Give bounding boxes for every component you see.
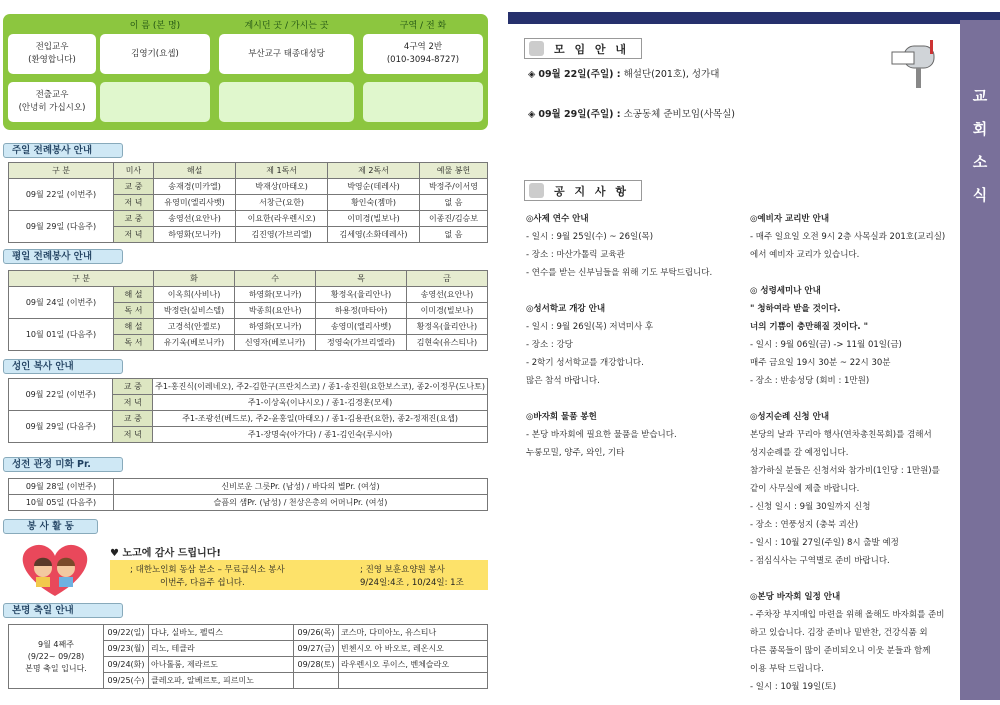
notice-line: - 주차장 부지매입 마련을 위해 올해도 바자회를 준비 — [750, 610, 945, 620]
person-icon — [529, 41, 544, 56]
meeting-header — [524, 38, 642, 59]
cell: 송영선(요안나) — [154, 211, 236, 227]
cell: 박정주/이서영 — [419, 179, 487, 195]
notice-line: - 일시 : 10월 27일(주일) 8시 출발 예정 — [750, 538, 899, 548]
notice-line: - 장소 : 반송성당 (회비 : 1만원) — [750, 376, 870, 386]
notice-line: - 장소 : 마산가톨릭 교육관 — [526, 250, 625, 260]
notice-heading: ◎본당 바자회 일정 안내 — [750, 592, 841, 602]
diamond-icon: ◈ — [528, 109, 539, 120]
notice-line: - 매주 일요일 오전 9시 2층 사목실과 201호(교리실) — [750, 232, 946, 242]
notice-line: - 2학기 성서학교를 개강합니다. — [526, 358, 644, 368]
notice-line: 에서 예비자 교리가 있습니다. — [750, 250, 860, 260]
right-column — [508, 0, 1000, 705]
weekday-table — [8, 270, 488, 351]
notice-line: - 장소 : 강당 — [526, 340, 573, 350]
cell: 황정옥(율리안나) — [316, 287, 407, 303]
notice-line: 누룽모밀, 양주, 와인, 기타 — [526, 448, 625, 458]
service-title: 봉 사 활 동 — [3, 519, 98, 534]
outgoing-place — [219, 82, 354, 122]
notice-line: - 장소 : 연풍성지 (충북 괴산) — [750, 520, 859, 530]
notice-heading: ◎성서학교 개강 안내 — [526, 304, 606, 314]
mass-cell: 저 녁 — [114, 227, 154, 243]
date-cell: 09/27(금) — [294, 641, 339, 657]
date-cell: 09월 24일 (이번주) — [9, 287, 114, 319]
notice-line: - 일시 : 10월 19일(토) — [750, 682, 837, 692]
incoming-place: 부산교구 태종대성당 — [219, 34, 354, 74]
notice-line: - 일시 : 9월 26일(목) 저녁미사 후 — [526, 322, 654, 332]
col-header: 제 2독서 — [328, 163, 420, 179]
notice-heading: ◎바자회 물품 봉헌 — [526, 412, 597, 422]
cell: 이요한(라우렌시오) — [236, 211, 328, 227]
cell: 황인숙(젬마) — [328, 195, 420, 211]
notice-line: 많은 참석 바랍니다. — [526, 376, 600, 386]
adult-table — [8, 378, 488, 443]
table-row — [9, 479, 488, 495]
cell: 주1-홍진식(이레네오), 주2-김한구(프란치스코) / 종1-송진원(요한보스코), 종2-이정무(도나토) — [153, 379, 488, 395]
notice-column-2 — [750, 210, 965, 696]
table-row — [9, 379, 488, 395]
col-header: 구 분 — [9, 271, 154, 287]
mass-cell: 교 중 — [113, 411, 153, 427]
notice-heading: ◎ 성령세미나 안내 — [750, 286, 821, 296]
cell: 김현숙(유스티나) — [406, 335, 487, 351]
col-header: 예물 봉헌 — [419, 163, 487, 179]
saints-cell: 다냐, 실바노, 펠릭스 — [149, 625, 294, 641]
notice-line — [750, 264, 965, 282]
notice-line: 이용 부탁 드립니다. — [750, 664, 824, 674]
incoming-contact: 4구역 2반 (010-3094-8727) — [363, 34, 483, 74]
cell: 하영화(모니카) — [235, 319, 316, 335]
incoming-name: 김영기(요셉) — [100, 34, 210, 74]
cell: 이미경(빌보나) — [328, 211, 420, 227]
date-cell: 09/25(수) — [104, 673, 149, 689]
sunday-table — [8, 162, 488, 243]
date-cell: 10월 05일 (다음주) — [9, 495, 114, 511]
notice-header — [524, 180, 642, 201]
feast-table — [8, 624, 488, 689]
saints-cell: 아나톨룸, 제라르도 — [149, 657, 294, 673]
thanks-text: ♥ 노고에 감사 드립니다! — [110, 548, 221, 559]
meeting-header-text: 모 임 안 내 — [554, 42, 629, 56]
cell: 주1-장명숙(아가다) / 종1-김인숙(루시아) — [153, 427, 488, 443]
notice-line: 다른 품목들이 많이 준비되오니 이웃 분들과 함께 — [750, 646, 931, 656]
date-cell: 09/22(일) — [104, 625, 149, 641]
date-cell: 09/26(목) — [294, 625, 339, 641]
cell: 황정옥(율리안나) — [406, 319, 487, 335]
cell: 이옥희(사비나) — [154, 287, 235, 303]
side-title-char: 교 — [972, 87, 988, 105]
cell: 정영숙(가브리엘라) — [316, 335, 407, 351]
mass-cell: 저 녁 — [114, 195, 154, 211]
table-row — [9, 319, 488, 335]
col-header: 금 — [406, 271, 487, 287]
table-row — [9, 625, 488, 641]
service-left-line2: 이번주, 다음주 쉽니다. — [160, 578, 245, 588]
notice-line — [526, 282, 751, 300]
adult-title: 성인 복사 안내 — [3, 359, 123, 374]
diamond-icon: ◈ — [528, 69, 539, 80]
notice-heading: " 청하여라 받을 것이다. — [750, 304, 841, 314]
cell: 송재경(미카엘) — [154, 179, 236, 195]
date-cell: 09월 22일 (이번주) — [9, 379, 113, 411]
saints-cell: 라우렌시오 루이스, 벤체슬라오 — [339, 657, 488, 673]
feast-label: 9월 4째주 (9/22~ 09/28) 본명 축일 입니다. — [9, 625, 104, 689]
meeting2-date: 09월 29일(주일) : — [538, 109, 621, 120]
role-cell: 독 서 — [114, 335, 154, 351]
side-title-char: 회 — [972, 120, 988, 138]
date-cell: 09월 29일 (다음주) — [9, 411, 113, 443]
notice-line — [750, 570, 965, 588]
saints-cell: 빈첸시오 아 바오로, 레온시오 — [339, 641, 488, 657]
cell: 송영선(요안나) — [406, 287, 487, 303]
cell: 박재상(마태오) — [236, 179, 328, 195]
cell: 슬픔의 샘Pr. (남성) / 천상은총의 어머니Pr. (여성) — [114, 495, 488, 511]
table-row — [9, 495, 488, 511]
date-cell — [294, 673, 339, 689]
cell: 김진영(가브리엘) — [236, 227, 328, 243]
role-cell: 해 설 — [114, 287, 154, 303]
meeting1-text: 해설단(201호), 성가대 — [620, 69, 720, 80]
cell: 주1-조광선(베드로), 주2-윤홍일(마태오) / 종1-김용관(요한), 종2-정재진(요셉) — [153, 411, 488, 427]
table-row — [9, 211, 488, 227]
mass-cell: 교 중 — [114, 211, 154, 227]
col-header: 해설 — [154, 163, 236, 179]
meeting-item-2 — [528, 106, 735, 124]
date-cell: 09/23(월) — [104, 641, 149, 657]
cell: 박영순(데레사) — [328, 179, 420, 195]
service-left-line1: ; 대한노인회 동삼 분소 – 무료급식소 봉사 — [130, 565, 285, 575]
service-right-line1: ; 진영 보훈요양원 봉사 — [360, 565, 445, 575]
service-detail — [110, 560, 488, 590]
notice-line: 성지순례를 갈 예정입니다. — [750, 448, 849, 458]
children-illustration — [8, 540, 103, 598]
table-row — [9, 411, 488, 427]
cell: 이종진/김승보 — [419, 211, 487, 227]
saints-cell: 코스마, 다미아노, 유스티나 — [339, 625, 488, 641]
side-title-char: 소 — [972, 153, 988, 171]
col-header: 목 — [316, 271, 407, 287]
feast-title: 본명 축일 안내 — [3, 603, 123, 618]
date-cell: 10월 01일 (다음주) — [9, 319, 114, 351]
media-title: 성전 관정 미화 Pr. — [3, 457, 123, 472]
cell: 유영미(엘리사벳) — [154, 195, 236, 211]
notice-line: 참가하실 분들은 신청서와 참가비(1인당 : 1만원)를 — [750, 466, 940, 476]
notice-line: 같이 사무실에 제출 바랍니다. — [750, 484, 860, 494]
notice-heading: ◎성지순례 신청 안내 — [750, 412, 830, 422]
side-strip — [960, 20, 1000, 700]
meeting2-text: 소공동체 준비모임(사목실) — [620, 109, 735, 120]
col-header: 화 — [154, 271, 235, 287]
newcomer-panel — [3, 14, 488, 130]
cell: 박정란(실비스텔) — [154, 303, 235, 319]
outgoing-contact — [363, 82, 483, 122]
cell: 이미경(빌보나) — [406, 303, 487, 319]
notice-line: - 점심식사는 구역별로 준비 바랍니다. — [750, 556, 890, 566]
col-header: 구 분 — [9, 163, 114, 179]
notice-line — [750, 390, 965, 408]
media-table — [8, 478, 488, 511]
outgoing-label: 전출교우 (안녕히 가십시오) — [8, 82, 96, 122]
notice-line: - 일시 : 9월 06일(금) -> 11월 01일(금) — [750, 340, 902, 350]
date-cell: 09/28(토) — [294, 657, 339, 673]
notice-heading: 너의 기쁨이 충만해질 것이다. " — [750, 322, 869, 332]
weekday-title: 평일 전례봉사 안내 — [3, 249, 123, 264]
service-right-line2: 9/24일:4조 , 10/24일: 1조 — [360, 578, 464, 588]
cell: 김세영(소화데레사) — [328, 227, 420, 243]
role-cell: 독 서 — [114, 303, 154, 319]
notice-line: 본당의 날과 꾸리아 행사(연차총친목회)를 겸해서 — [750, 430, 932, 440]
notice-line: 매주 금요일 19시 30분 ~ 22시 30분 — [750, 358, 891, 368]
cell: 송영미(엘리사벳) — [316, 319, 407, 335]
cell: 박종희(요안나) — [235, 303, 316, 319]
notice-line: 하고 있습니다. 김장 준비나 밑반찬, 건강식품 외 — [750, 628, 928, 638]
side-title-char: 식 — [972, 186, 988, 204]
col-header: 제 1독서 — [236, 163, 328, 179]
cell: 주1-이상욱(이냐시오) / 종1-김경훈(모세) — [153, 395, 488, 411]
mass-cell: 교 중 — [114, 179, 154, 195]
meeting-item-1 — [528, 66, 719, 84]
notice-line: - 본당 바자회에 필요한 물품을 받습니다. — [526, 430, 677, 440]
cell: 하영화(모니카) — [154, 227, 236, 243]
saints-cell — [339, 673, 488, 689]
date-cell: 09월 28일 (이번주) — [9, 479, 114, 495]
notice-heading: ◎예비자 교리반 안내 — [750, 214, 830, 224]
notice-line: - 일시 : 9월 25일(수) ~ 26일(목) — [526, 232, 654, 242]
cell: 없 음 — [419, 227, 487, 243]
cell: 신영자(베로니카) — [235, 335, 316, 351]
cell: 서창근(요한) — [236, 195, 328, 211]
cell: 고경석(안젤로) — [154, 319, 235, 335]
incoming-label: 전입교우 (환영합니다) — [8, 34, 96, 74]
top-bar — [508, 12, 1000, 24]
col-header: 미사 — [114, 163, 154, 179]
table-row — [9, 287, 488, 303]
cell: 하영화(모니카) — [235, 287, 316, 303]
cell: 유기욱(베로니카) — [154, 335, 235, 351]
saints-cell: 리노, 테클라 — [149, 641, 294, 657]
heart-illustration — [8, 540, 103, 598]
mass-cell: 저 녁 — [113, 395, 153, 411]
mass-cell: 교 중 — [113, 379, 153, 395]
saints-cell: 클레오파, 알베르토, 피르미노 — [149, 673, 294, 689]
date-cell: 09월 22일 (이번주) — [9, 179, 114, 211]
header-name: 이 름 (본 명) — [129, 21, 181, 31]
meeting1-date: 09월 22일(주일) : — [538, 69, 621, 80]
person-icon — [529, 183, 544, 198]
outgoing-name — [100, 82, 210, 122]
role-cell: 해 설 — [114, 319, 154, 335]
notice-line: - 신청 일시 : 9월 30일까지 신청 — [750, 502, 871, 512]
header-place: 계시던 곳 / 가시는 곳 — [244, 21, 329, 31]
date-cell: 09월 29일 (다음주) — [9, 211, 114, 243]
notice-header-text: 공 지 사 항 — [554, 184, 629, 198]
header-contact: 구역 / 전 화 — [399, 21, 447, 31]
date-cell: 09/24(화) — [104, 657, 149, 673]
sunday-title: 주일 전례봉사 안내 — [3, 143, 123, 158]
cell: 없 음 — [419, 195, 487, 211]
mailbox-icon — [886, 32, 946, 90]
col-header: 수 — [235, 271, 316, 287]
mass-cell: 저 녁 — [113, 427, 153, 443]
notice-heading: ◎사제 연수 안내 — [526, 214, 589, 224]
service-box — [8, 540, 488, 598]
cell: 하용정(마타아) — [316, 303, 407, 319]
table-row — [9, 179, 488, 195]
notice-line: - 연수를 받는 신부님들을 위해 기도 부탁드립니다. — [526, 268, 713, 278]
cell: 신비로운 그릇Pr. (남성) / 바다의 별Pr. (여성) — [114, 479, 488, 495]
notice-line — [526, 390, 751, 408]
notice-column-1 — [526, 210, 751, 462]
